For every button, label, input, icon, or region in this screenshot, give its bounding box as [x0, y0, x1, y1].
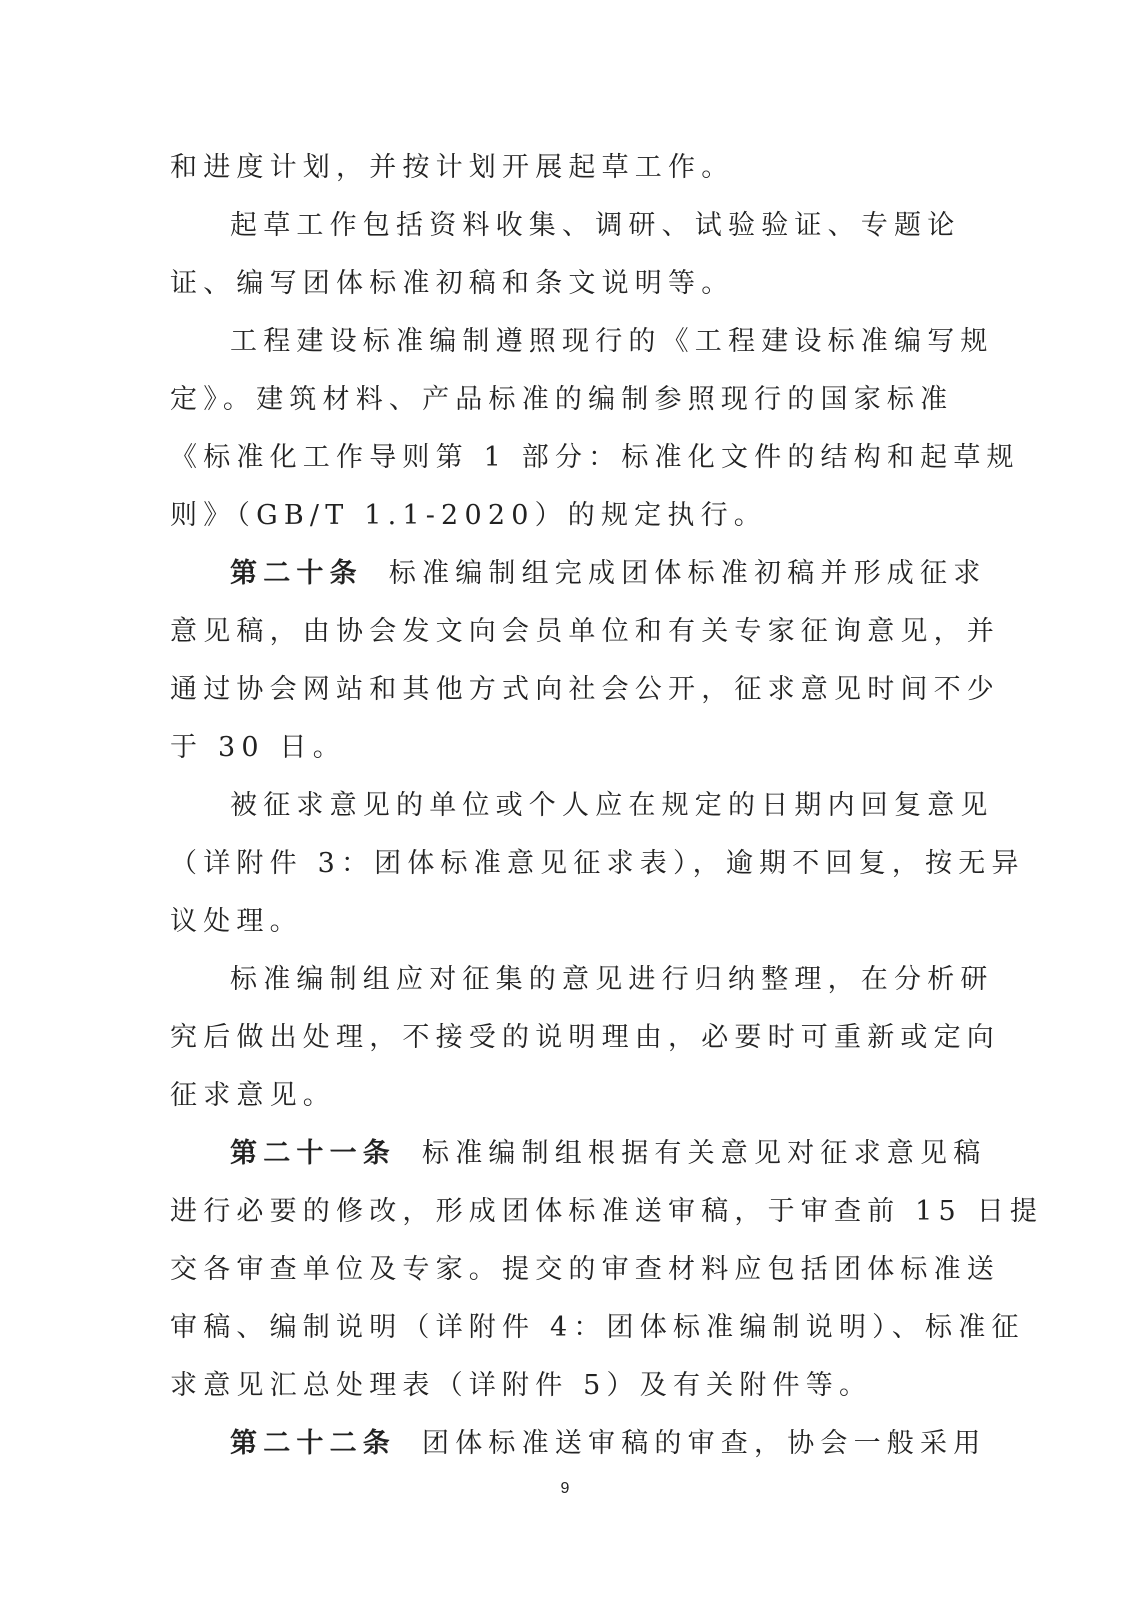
line-text: 起草工作包括资料收集、调研、试验验证、专题论: [230, 210, 961, 241]
article-21-line: [230, 1132, 986, 1176]
text-line: [170, 842, 1025, 886]
text-line: [170, 146, 734, 190]
line-text: 求意见汇总处理表（详附件 5）及有关附件等。: [170, 1370, 873, 1401]
article-21-heading: 第二十一条: [230, 1138, 396, 1169]
text-line: [170, 610, 1000, 654]
line-text: 和进度计划，并按计划开展起草工作。: [170, 152, 735, 183]
line-text: 工程建设标准编制遵照现行的《工程建设标准编写规: [230, 326, 994, 357]
text-line: [170, 494, 767, 538]
text-line: [170, 1306, 1025, 1350]
line-text: 则》（GB/T 1.1-2020）的规定执行。: [170, 500, 767, 531]
text-line: [230, 204, 960, 248]
line-text: 团体标准送审稿的审查，协会一般采用: [422, 1428, 987, 1459]
text-line: [170, 726, 346, 770]
text-line: [170, 378, 953, 422]
text-line: [170, 1190, 1043, 1234]
line-text: 证、编写团体标准初稿和条文说明等。: [170, 268, 735, 299]
page-number: 9: [560, 1480, 570, 1497]
line-text: 标准编制组根据有关意见对征求意见稿: [422, 1138, 987, 1169]
line-text: 被征求意见的单位或个人应在规定的日期内回复意见: [230, 790, 994, 821]
text-line: [170, 1248, 1000, 1292]
text-line: [170, 668, 1000, 712]
text-line: [230, 784, 994, 828]
line-text: 交各审查单位及专家。提交的审查材料应包括团体标准送: [170, 1254, 1000, 1285]
text-line: [230, 958, 994, 1002]
text-line: [170, 900, 303, 944]
article-20-heading: 第二十条: [230, 558, 363, 589]
line-text: 定》。建筑材料、产品标准的编制参照现行的国家标准: [170, 384, 954, 415]
text-line: [170, 1074, 336, 1118]
line-text: 《标准化工作导则第 1 部分：标准化文件的结构和起草规: [170, 442, 1020, 473]
line-text: 标准编制组应对征集的意见进行归纳整理，在分析研: [230, 964, 994, 995]
article-22-line: [230, 1422, 986, 1466]
line-text: （详附件 3：团体标准意见征求表），逾期不回复，按无异: [170, 848, 1025, 879]
text-line: [170, 1016, 1000, 1060]
line-text: 议处理。: [170, 906, 303, 937]
line-text: 标准编制组完成团体标准初稿并形成征求: [388, 558, 987, 589]
line-text: 进行必要的修改，形成团体标准送审稿，于审查前 15 日提: [170, 1196, 1044, 1227]
line-text: 通过协会网站和其他方式向社会公开，征求意见时间不少: [170, 674, 1000, 705]
line-text: 于 30 日。: [170, 732, 346, 763]
text-line: [170, 262, 734, 306]
text-line: [170, 436, 1020, 480]
article-22-heading: 第二十二条: [230, 1428, 396, 1459]
text-line: [230, 320, 994, 364]
line-text: 审稿、编制说明（详附件 4：团体标准编制说明）、标准征: [170, 1312, 1025, 1343]
article-20-line: [230, 552, 986, 596]
line-text: 征求意见。: [170, 1080, 336, 1111]
line-text: 究后做出处理，不接受的说明理由，必要时可重新或定向: [170, 1022, 1000, 1053]
line-text: 意见稿，由协会发文向会员单位和有关专家征询意见，并: [170, 616, 1000, 647]
text-line: [170, 1364, 872, 1408]
